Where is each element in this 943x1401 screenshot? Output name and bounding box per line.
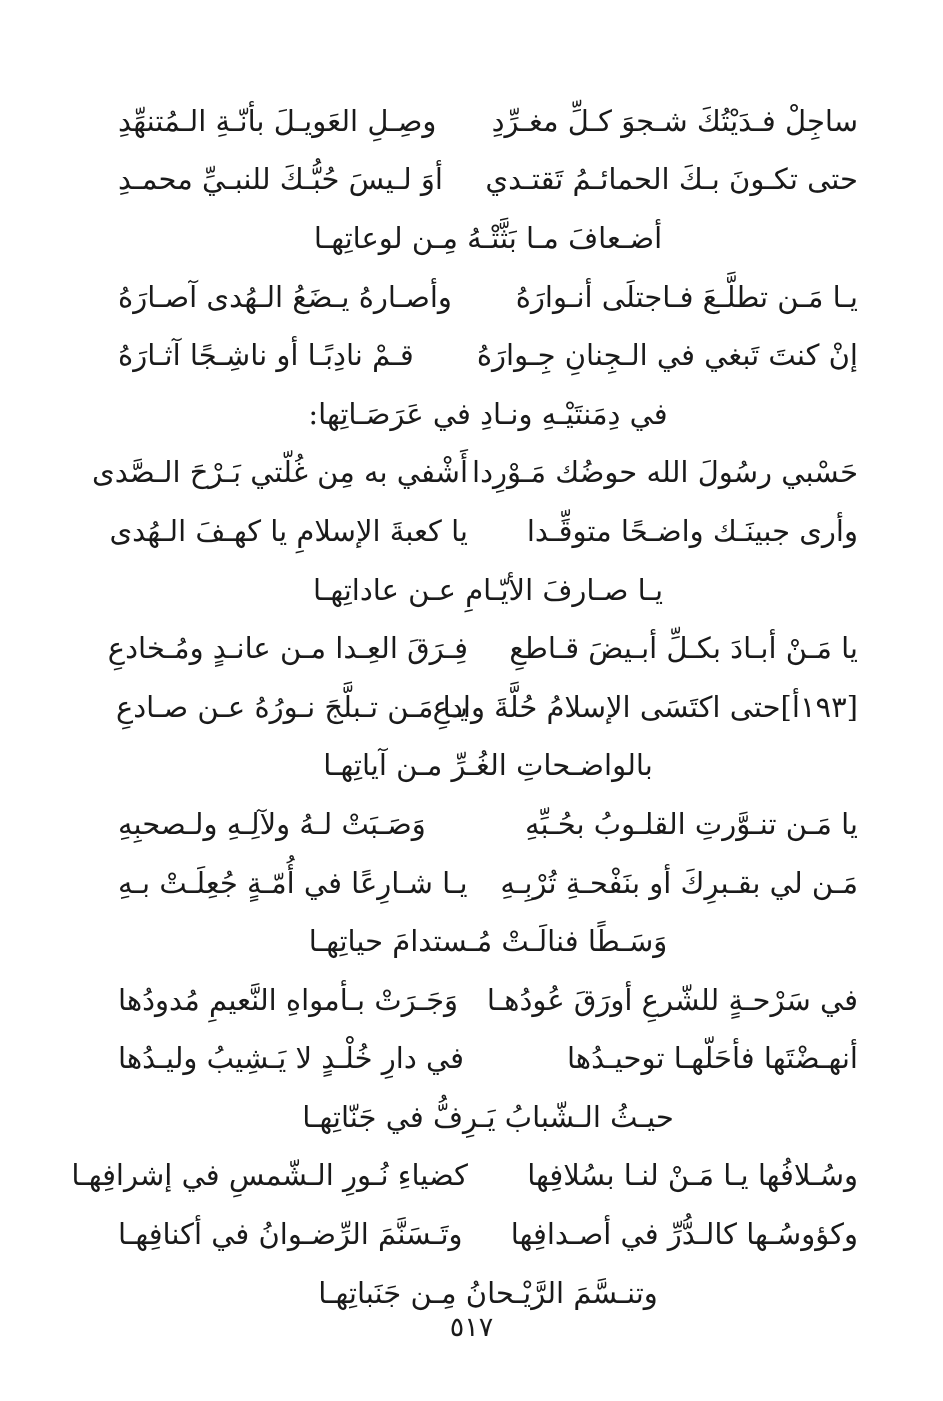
hemistich-first: حتى تكـونَ بـكَ الحمائـمُ تَقتـدي — [485, 162, 858, 197]
hemistich-second: أَشْفي به مِن غُلّتي بَـرْحَ الـصَّدى — [92, 455, 468, 490]
couplet — [71, 1147, 858, 1206]
refrain-line — [118, 561, 858, 620]
hemistich-first: إنْ كنتَ تَبغي في الـجِنانِ جِـوارَهُ — [476, 338, 858, 373]
hemistich-first: مَـن لي بقـبرِكَ أو بنَفْحـةِ تُرْبِـهِ — [500, 865, 858, 900]
couplet — [118, 268, 858, 327]
hemistich-first: ساجِلْ فـدَيْتُكَ شـجوَ كـلِّ مغـرِّدِ — [491, 103, 858, 138]
couplet — [118, 795, 858, 854]
hemistich-second: في دارِ خُلْـدٍ لا يَـشِيبُ وليـدُها — [118, 1041, 464, 1076]
couplet — [118, 92, 858, 151]
couplet — [118, 326, 858, 385]
refrain-line — [118, 1088, 858, 1147]
couplet — [107, 619, 858, 678]
hemistich-first: يا مَـن تنـوَّرتِ القلـوبُ بحُـبِّهِ — [524, 806, 858, 841]
couplet — [92, 444, 858, 503]
refrain-line — [118, 737, 858, 796]
couplet — [118, 971, 858, 1030]
hemistich-first: حَسْبي رسُولَ الله حوضُك مَـوْرِدا — [472, 455, 858, 490]
refrain-text: أضـعافَ مـا بَثَّتْـهُ مِـن لوعاتِهـا — [313, 220, 663, 255]
hemistich-second: يا كعبةَ الإسلامِ يا كهـفَ الـهُدى — [109, 513, 468, 548]
hemistich-first: يـا مَـن تطلَّـعَ فـاجتلَى أنـوارَهُ — [515, 279, 858, 314]
refrain-text: حيـثُ الـشّبابُ يَـرِفُّ في جَنّاتِهـا — [302, 1099, 674, 1134]
couplet — [118, 854, 858, 913]
hemistich-second: وتَـسَنَّمَ الرِّضـوانُ في أكنافِهـا — [118, 1217, 463, 1252]
hemistich-first: وأرى جبينَـك واضـحًا متوقِّـدا — [526, 513, 858, 548]
hemistich-first: يا مَـنْ أبـادَ بكـلِّ أبـيضَ قـاطعِ — [509, 631, 858, 666]
hemistich-first: في سَرْحـةٍ للشّرعِ أورَقَ عُودُهـا — [486, 982, 858, 1017]
hemistich-second: وَجَـرَتْ بـأمواهِ النَّعيمِ مُدودُها — [118, 982, 459, 1017]
refrain-text: في دِمَنتَيْـهِ ونـادِ في عَرَصَـاتِها: — [308, 396, 668, 431]
hemistich-first: وسُـلافُها يـا مَـنْ لنـا بسُلافِها — [527, 1158, 858, 1193]
poem — [71, 92, 858, 1322]
refrain-line — [118, 385, 858, 444]
page-number: ٥١٧ — [449, 1312, 494, 1343]
hemistich-second: وصِـلِ العَويـلَ بأنّـةِ الـمُتنهِّدِ — [118, 103, 437, 138]
hemistich-second: يـا شـارِعًا في أُمّـةٍ جُعِلَـتْ بـهِ — [118, 865, 468, 900]
couplet — [118, 1205, 858, 1264]
couplet — [118, 151, 858, 210]
hemistich-second: وَصَـبَتْ لـهُ ولآلِـهِ ولـصحبِهِ — [118, 806, 426, 841]
hemistich-second: وأصـارهُ يـضَعُ الـهُدى آصـارَهُ — [118, 279, 452, 314]
refrain-text: يـا صـارفَ الأيّـامِ عـن عاداتِهـا — [313, 572, 664, 607]
refrain-text: وَسَـطًا فنالَـتْ مُـستدامَ حياتِهـا — [308, 924, 668, 959]
hemistich-second: قـمْ نادِبًـا أو ناشِـجًا آثـارَهُ — [118, 338, 414, 373]
hemistich-second: فِـرَقَ العِـدا مـن عانـدٍ ومُـخادعِ — [107, 631, 468, 666]
refrain-text: وتنـسَّمَ الرَّيْـحانُ مِـن جَنَباتِهـا — [318, 1275, 658, 1310]
hemistich-first: وكؤوسُـها كالـدُّرِّ في أصـدافِها — [510, 1217, 858, 1252]
hemistich-first: أنهـضْتَها فأحَلّهـا توحيـدُها — [566, 1041, 858, 1076]
couplet — [109, 502, 858, 561]
hemistich-second: يـا مَـن تـبلَّجَ نـورُهُ عـن صـادعِ — [115, 689, 468, 724]
hemistich-second: كضياءِ نُـورِ الـشّمسِ في إشرافِهـا — [71, 1158, 468, 1193]
refrain-text: بالواضـحاتِ الغُـرِّ مـن آياتِهـا — [323, 748, 653, 783]
hemistich-first: [١٩٣أ]حتى اكتَسَى الإسلامُ حُلَّةَ وادعِ — [432, 689, 858, 724]
couplet — [115, 678, 858, 737]
refrain-line — [118, 912, 858, 971]
couplet — [118, 1030, 858, 1089]
refrain-line — [118, 209, 858, 268]
hemistich-second: أوَ لـيسَ حُبُّـكَ للنبـيِّ محمـدِ — [118, 162, 443, 197]
